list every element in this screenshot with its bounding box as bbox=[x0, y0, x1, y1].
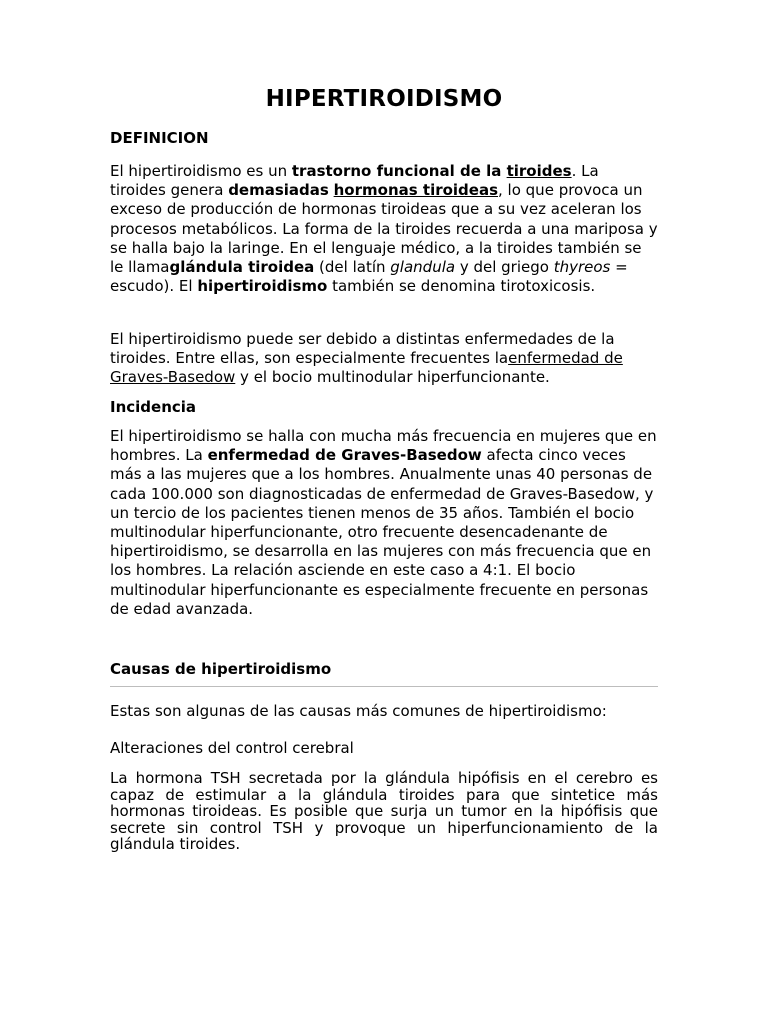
tiroides-link[interactable]: tiroides bbox=[506, 162, 572, 180]
bold-text: hipertiroidismo bbox=[197, 277, 328, 296]
bold-text: trastorno funcional de la bbox=[291, 162, 507, 180]
document-title: HIPERTIROIDISMO bbox=[265, 86, 503, 112]
text-run: afecta cinco veces más a las mujeres que a los hombres. Anualmente unas 40 personas de cada 100.000 son diagnosticadas de enfermedad de Graves-Basedow, y un tercio de los pacientes tienen menos de 35 años. También el bocio multinodular hiperfuncionante, otro frecuente desencadenante de hipertiroidismo, se desarrolla en las mujeres con más frecuencia que en los hombres. La relación asciende en este caso a 4:1. El bocio multinodular hiperfuncionante es especialmente frecuente en personas de edad avanzada. bbox=[110, 446, 654, 618]
section-heading-causas: Causas de hipertiroidismo bbox=[110, 660, 332, 678]
text-run: El hipertiroidismo es un bbox=[110, 162, 292, 180]
section-divider bbox=[110, 686, 658, 687]
text-run: . La tiroides genera bbox=[110, 162, 599, 200]
definicion-paragraph-2 bbox=[110, 330, 658, 388]
text-run: también se denomina tirotoxicosis. bbox=[327, 277, 596, 296]
italic-text: glandula bbox=[390, 258, 456, 277]
text-run: y el bocio multinodular hiperfuncionante. bbox=[235, 368, 550, 387]
bold-text: demasiadas bbox=[228, 181, 329, 200]
bold-text: glándula tiroidea bbox=[169, 258, 315, 277]
text-run: El hipertiroidismo puede ser debido a distintas enfermedades de la tiroides. Entre ellas, son especialmente frecuentes la bbox=[110, 330, 615, 368]
graves-basedow-link[interactable]: enfermedad de Graves-Basedow bbox=[110, 349, 623, 387]
text-run: (del latín bbox=[314, 258, 391, 277]
causas-intro: Estas son algunas de las causas más comunes de hipertiroidismo: bbox=[110, 702, 607, 720]
text-run: El hipertiroidismo se halla con mucha más frecuencia en mujeres que en hombres. La bbox=[110, 427, 657, 465]
bold-text: enfermedad de Graves-Basedow bbox=[207, 446, 482, 465]
text-run: , lo que provoca un exceso de producción de hormonas tiroideas que a su vez aceleran los procesos metabólicos. La forma de la tiroides recuerda a una mariposa y se halla bajo la laringe. En el lenguaje médico, a la tiroides también se le llama bbox=[110, 181, 658, 277]
hormonas-tiroideas-link[interactable]: hormonas tiroideas bbox=[333, 181, 499, 200]
causas-subheading: Alteraciones del control cerebral bbox=[110, 739, 354, 757]
causas-paragraph: La hormona TSH secretada por la glándula hipófisis en el cerebro es capaz de estimular a la glándula tiroides para que sintetice más hormonas tiroideas. Es posible que surja un tumor en la hipófisis que secrete sin control TSH y provoque un hiperfuncionamiento de la glándula tiroides. bbox=[110, 769, 658, 853]
section-heading-definicion: DEFINICION bbox=[110, 129, 209, 147]
incidencia-paragraph bbox=[110, 427, 658, 619]
definicion-paragraph-1 bbox=[110, 162, 658, 296]
italic-text: thyreos bbox=[553, 258, 611, 277]
text-run: = escudo). El bbox=[110, 258, 628, 296]
text-run: y del griego bbox=[455, 258, 554, 277]
section-heading-incidencia: Incidencia bbox=[110, 398, 197, 416]
